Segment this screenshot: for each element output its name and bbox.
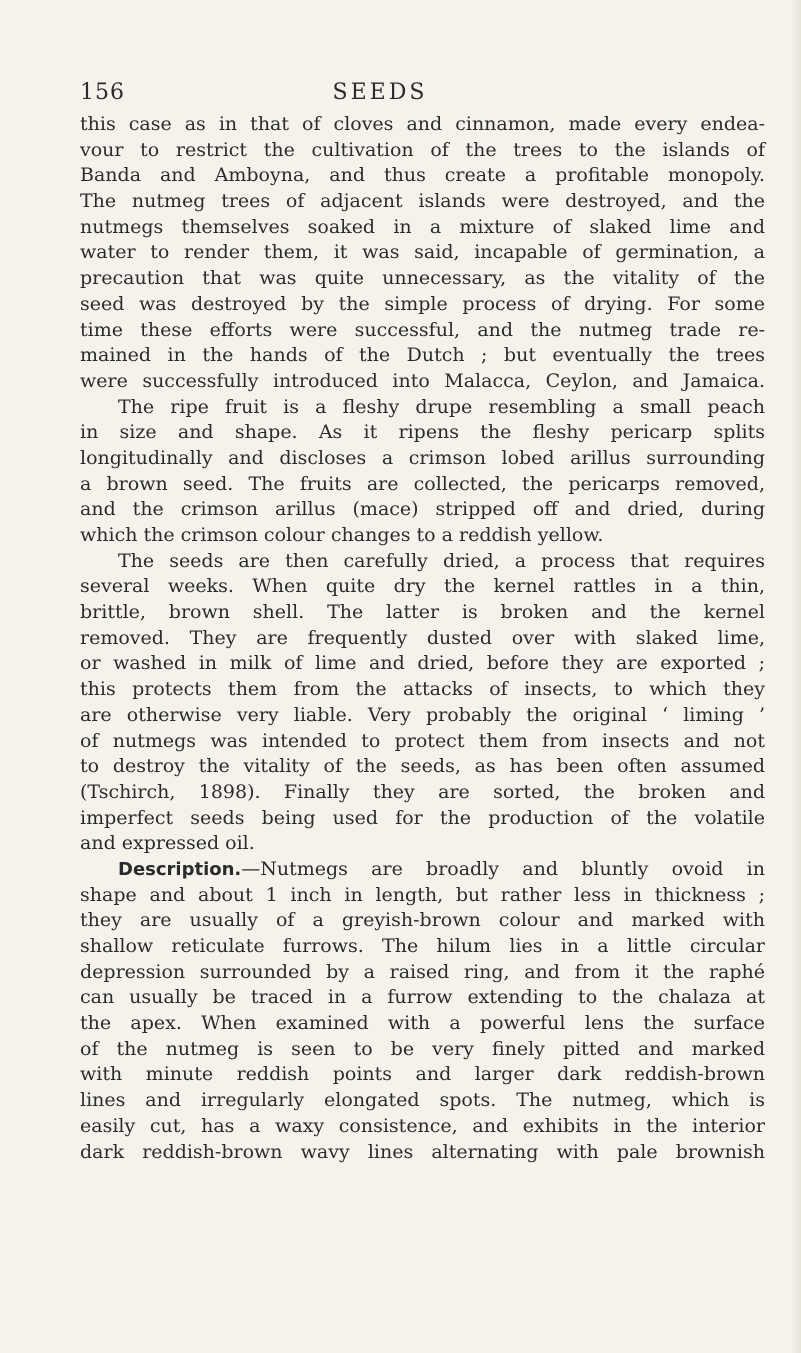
text-line: with minute reddish points and larger dark reddish-brown xyxy=(80,1063,765,1086)
text-line: mained in the hands of the Dutch ; but eventually the trees xyxy=(80,344,765,367)
text-line: this protects them from the attacks of insects, to which they xyxy=(80,678,765,701)
text-line: shallow reticulate furrows. The hilum lies in a little circular xyxy=(80,935,765,957)
text-line: Banda and Amboyna, and thus create a profitable monopoly. xyxy=(80,164,765,187)
text-line: depression surrounded by a raised ring, and from it the raphé xyxy=(80,960,765,983)
section-heading: Description. xyxy=(118,858,242,880)
text-line: lines and irregularly elongated spots. The nutmeg, which is xyxy=(80,1089,765,1112)
text-line: (Tschirch, 1898). Finally they are sorted, the broken and xyxy=(80,780,765,803)
text-line: shape and about 1 inch in length, but rather less in thickness ; xyxy=(80,883,765,906)
page-header xyxy=(80,80,680,112)
text-line: of nutmegs was intended to protect them from insects and not xyxy=(80,729,765,752)
text-line: and the crimson arillus (mace) stripped off and dried, during xyxy=(80,498,765,521)
text-line: vour to restrict the cultivation of the trees to the islands of xyxy=(80,138,765,161)
text-line: time these efforts were successful, and the nutmeg trade re- xyxy=(80,318,765,341)
text-line: or washed in milk of lime and dried, before they are exported ; xyxy=(80,652,765,675)
text-line: this case as in that of cloves and cinnamon, made every endea- xyxy=(80,113,765,135)
page-number: 156 xyxy=(80,80,125,105)
text-line: easily cut, has a waxy consistence, and exhibits in the interior xyxy=(80,1114,765,1137)
text-line: nutmegs themselves soaked in a mixture of slaked lime and xyxy=(80,215,765,238)
text-line: were successfully introduced into Malacca, Ceylon, and Jamaica. xyxy=(80,369,765,392)
text-line: dark reddish-brown wavy lines alternating with pale brownish xyxy=(80,1140,765,1163)
text-line: water to render them, it was said, incapable of germination, a xyxy=(80,241,765,264)
text-line: The nutmeg trees of adjacent islands were destroyed, and the xyxy=(80,190,765,213)
description-line xyxy=(80,857,765,883)
running-title: SEEDS xyxy=(332,80,428,105)
text-line: a brown seed. The fruits are collected, the pericarps removed, xyxy=(80,472,765,495)
text-line: to destroy the vitality of the seeds, as has been often assumed xyxy=(80,755,765,778)
text-line: and expressed oil. xyxy=(80,832,255,855)
text-line: in size and shape. As it ripens the fleshy pericarp splits xyxy=(80,421,765,444)
text-line: of the nutmeg is seen to be very finely pitted and marked xyxy=(80,1037,765,1060)
body-text xyxy=(80,112,765,1165)
text-line: seed was destroyed by the simple process of drying. For some xyxy=(80,292,765,315)
text-line: several weeks. When quite dry the kernel rattles in a thin, xyxy=(80,575,765,598)
text-line: are otherwise very liable. Very probably the original ‘ liming ’ xyxy=(80,703,765,726)
text-line: The seeds are then carefully dried, a process that requires xyxy=(118,549,765,572)
text-line: brittle, brown shell. The latter is broken and the kernel xyxy=(80,601,765,624)
text-line: precaution that was quite unnecessary, as the vitality of the xyxy=(80,267,765,290)
text-line: which the crimson colour changes to a reddish yellow. xyxy=(80,524,604,546)
text-line: the apex. When examined with a powerful lens the surface xyxy=(80,1012,765,1035)
text-line: removed. They are frequently dusted over with slaked lime, xyxy=(80,626,765,649)
text-line: longitudinally and discloses a crimson lobed arillus surrounding xyxy=(80,446,765,469)
text-line: —Nutmegs are broadly and bluntly ovoid in xyxy=(241,857,765,880)
text-line: imperfect seeds being used for the production of the volatile xyxy=(80,806,765,829)
page-edge xyxy=(791,0,801,1353)
text-line: can usually be traced in a furrow extending to the chalaza at xyxy=(80,986,765,1009)
text-line: The ripe fruit is a fleshy drupe resembling a small peach xyxy=(118,395,765,418)
text-line: they are usually of a greyish-brown colour and marked with xyxy=(80,909,765,932)
